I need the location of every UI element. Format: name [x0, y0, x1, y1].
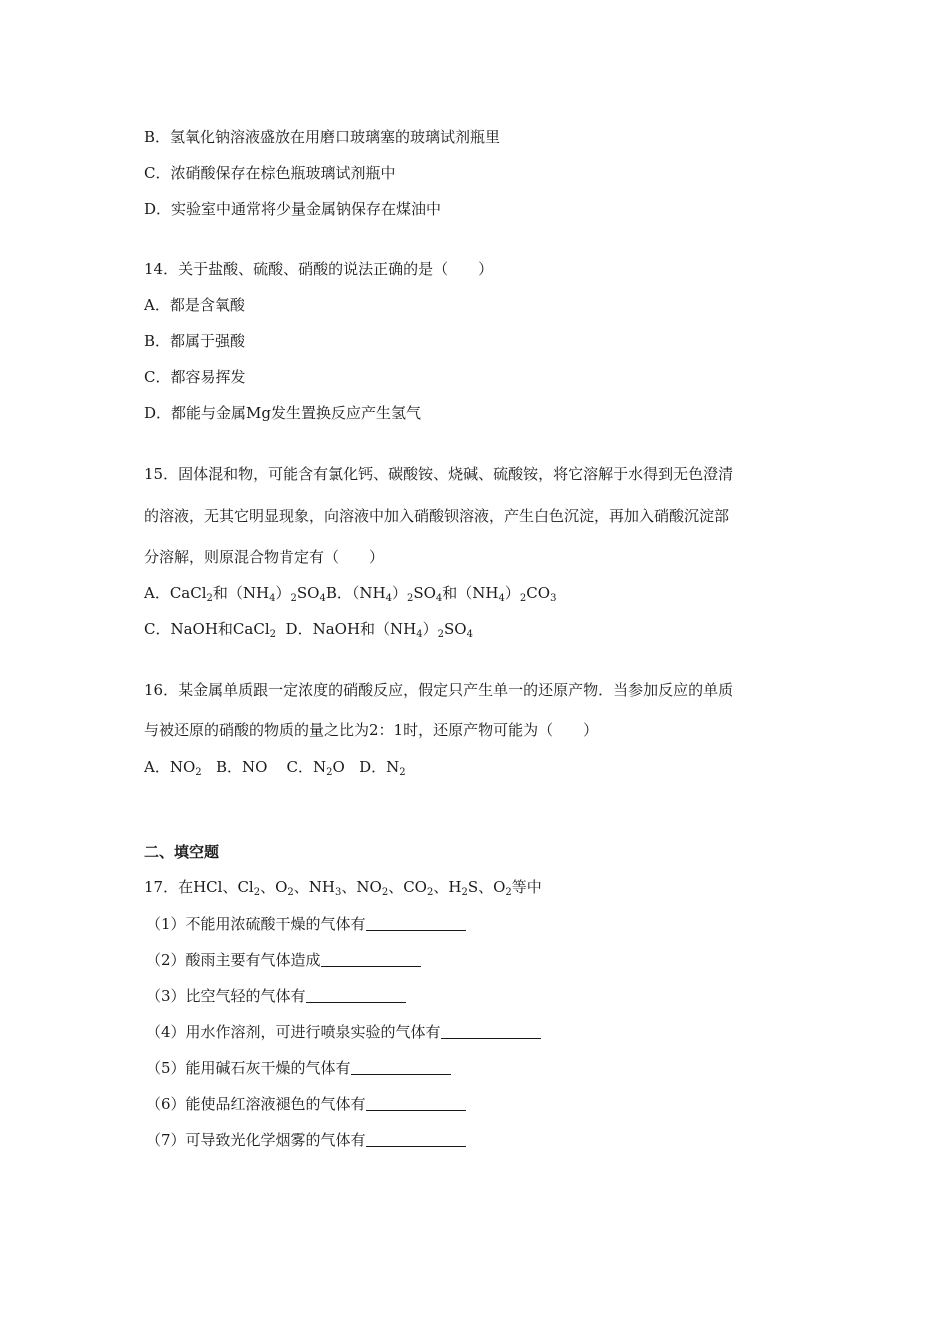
answer-blank[interactable] — [366, 1096, 466, 1111]
q14-option-a: A．都是含氧酸 — [144, 296, 245, 314]
q14-option-b: B．都属于强酸 — [144, 332, 246, 350]
q17-item-2: （2）酸雨主要有气体造成 — [146, 950, 421, 970]
q14-option-c: C．都容易挥发 — [144, 368, 246, 386]
q16-option-a: A．$NO_2$ — [144, 758, 202, 778]
q13-option-b: B．氢氧化钠溶液盛放在用磨口玻璃塞的玻璃试剂瓶里 — [144, 128, 501, 146]
q15-option-c: C．NaOH和CaCl$_2$ — [144, 620, 276, 640]
q15-options-ab — [144, 583, 556, 603]
q17-item-3: （3）比空气轻的气体有 — [146, 986, 406, 1006]
q15-stem-line1: 15．固体混和物，可能含有氯化钙、碳酸铵、烧碱、硫酸铵，将它溶解于水得到无色澄清 — [144, 465, 734, 483]
q13-option-c: C．浓硝酸保存在棕色瓶玻璃试剂瓶中 — [144, 164, 396, 182]
q17-item-5: （5）能用碱石灰干燥的气体有 — [146, 1058, 451, 1078]
answer-blank[interactable] — [306, 988, 406, 1003]
answer-blank[interactable] — [321, 952, 421, 967]
q17-item-4: （4）用水作溶剂，可进行喷泉实验的气体有 — [146, 1022, 541, 1042]
q15-stem-line3: 分溶解，则原混合物肯定有（ ） — [144, 548, 385, 566]
q13-option-d: D．实验室中通常将少量金属钠保存在煤油中 — [144, 200, 442, 218]
answer-blank[interactable] — [366, 916, 466, 931]
q15-option-a: A．CaCl$_2$和$(NH_4)_2SO_4$ — [144, 584, 326, 604]
q17-stem: 17．在HCl、$Cl_2$、$O_2$、$NH_3$、$NO_2$、$CO_2$、$H_2S$、$O_2$等中 — [144, 878, 542, 898]
q15-option-b: B．$(NH_4)_2SO_4$和$(NH_4)_2CO_3$ — [325, 584, 557, 604]
q16-option-d: D．$N_2$ — [359, 758, 406, 778]
answer-blank[interactable] — [441, 1024, 541, 1039]
answer-blank[interactable] — [351, 1060, 451, 1075]
q16-option-b: B．NO — [215, 758, 268, 776]
q15-options-cd — [144, 619, 473, 639]
q14-stem: 14．关于盐酸、硫酸、硝酸的说法正确的是（ ） — [144, 260, 494, 278]
q17-item-7: （7）可导致光化学烟雾的气体有 — [146, 1130, 466, 1150]
section-heading-fill-blank: 二、填空题 — [144, 843, 220, 861]
q16-options — [144, 757, 406, 777]
q15-option-d: D．NaOH和$(NH_4)_2SO_4$ — [285, 620, 473, 640]
q17-item-1: （1）不能用浓硫酸干燥的气体有 — [146, 914, 466, 934]
q15-stem-line2: 的溶液，无其它明显现象，向溶液中加入硝酸钡溶液，产生白色沉淀，再加入硝酸沉淀部 — [144, 507, 730, 525]
answer-blank[interactable] — [366, 1132, 466, 1147]
q16-stem-line2: 与被还原的硝酸的物质的量之比为2：1时，还原产物可能为（ ） — [144, 721, 599, 739]
q17-item-6: （6）能使品红溶液褪色的气体有 — [146, 1094, 466, 1114]
q16-stem-line1: 16．某金属单质跟一定浓度的硝酸反应，假定只产生单一的还原产物．当参加反应的单质 — [144, 681, 734, 699]
q14-option-d: D．都能与金属Mg发生置换反应产生氢气 — [144, 404, 421, 422]
q16-option-c: C．$N_2O$ — [286, 758, 345, 778]
